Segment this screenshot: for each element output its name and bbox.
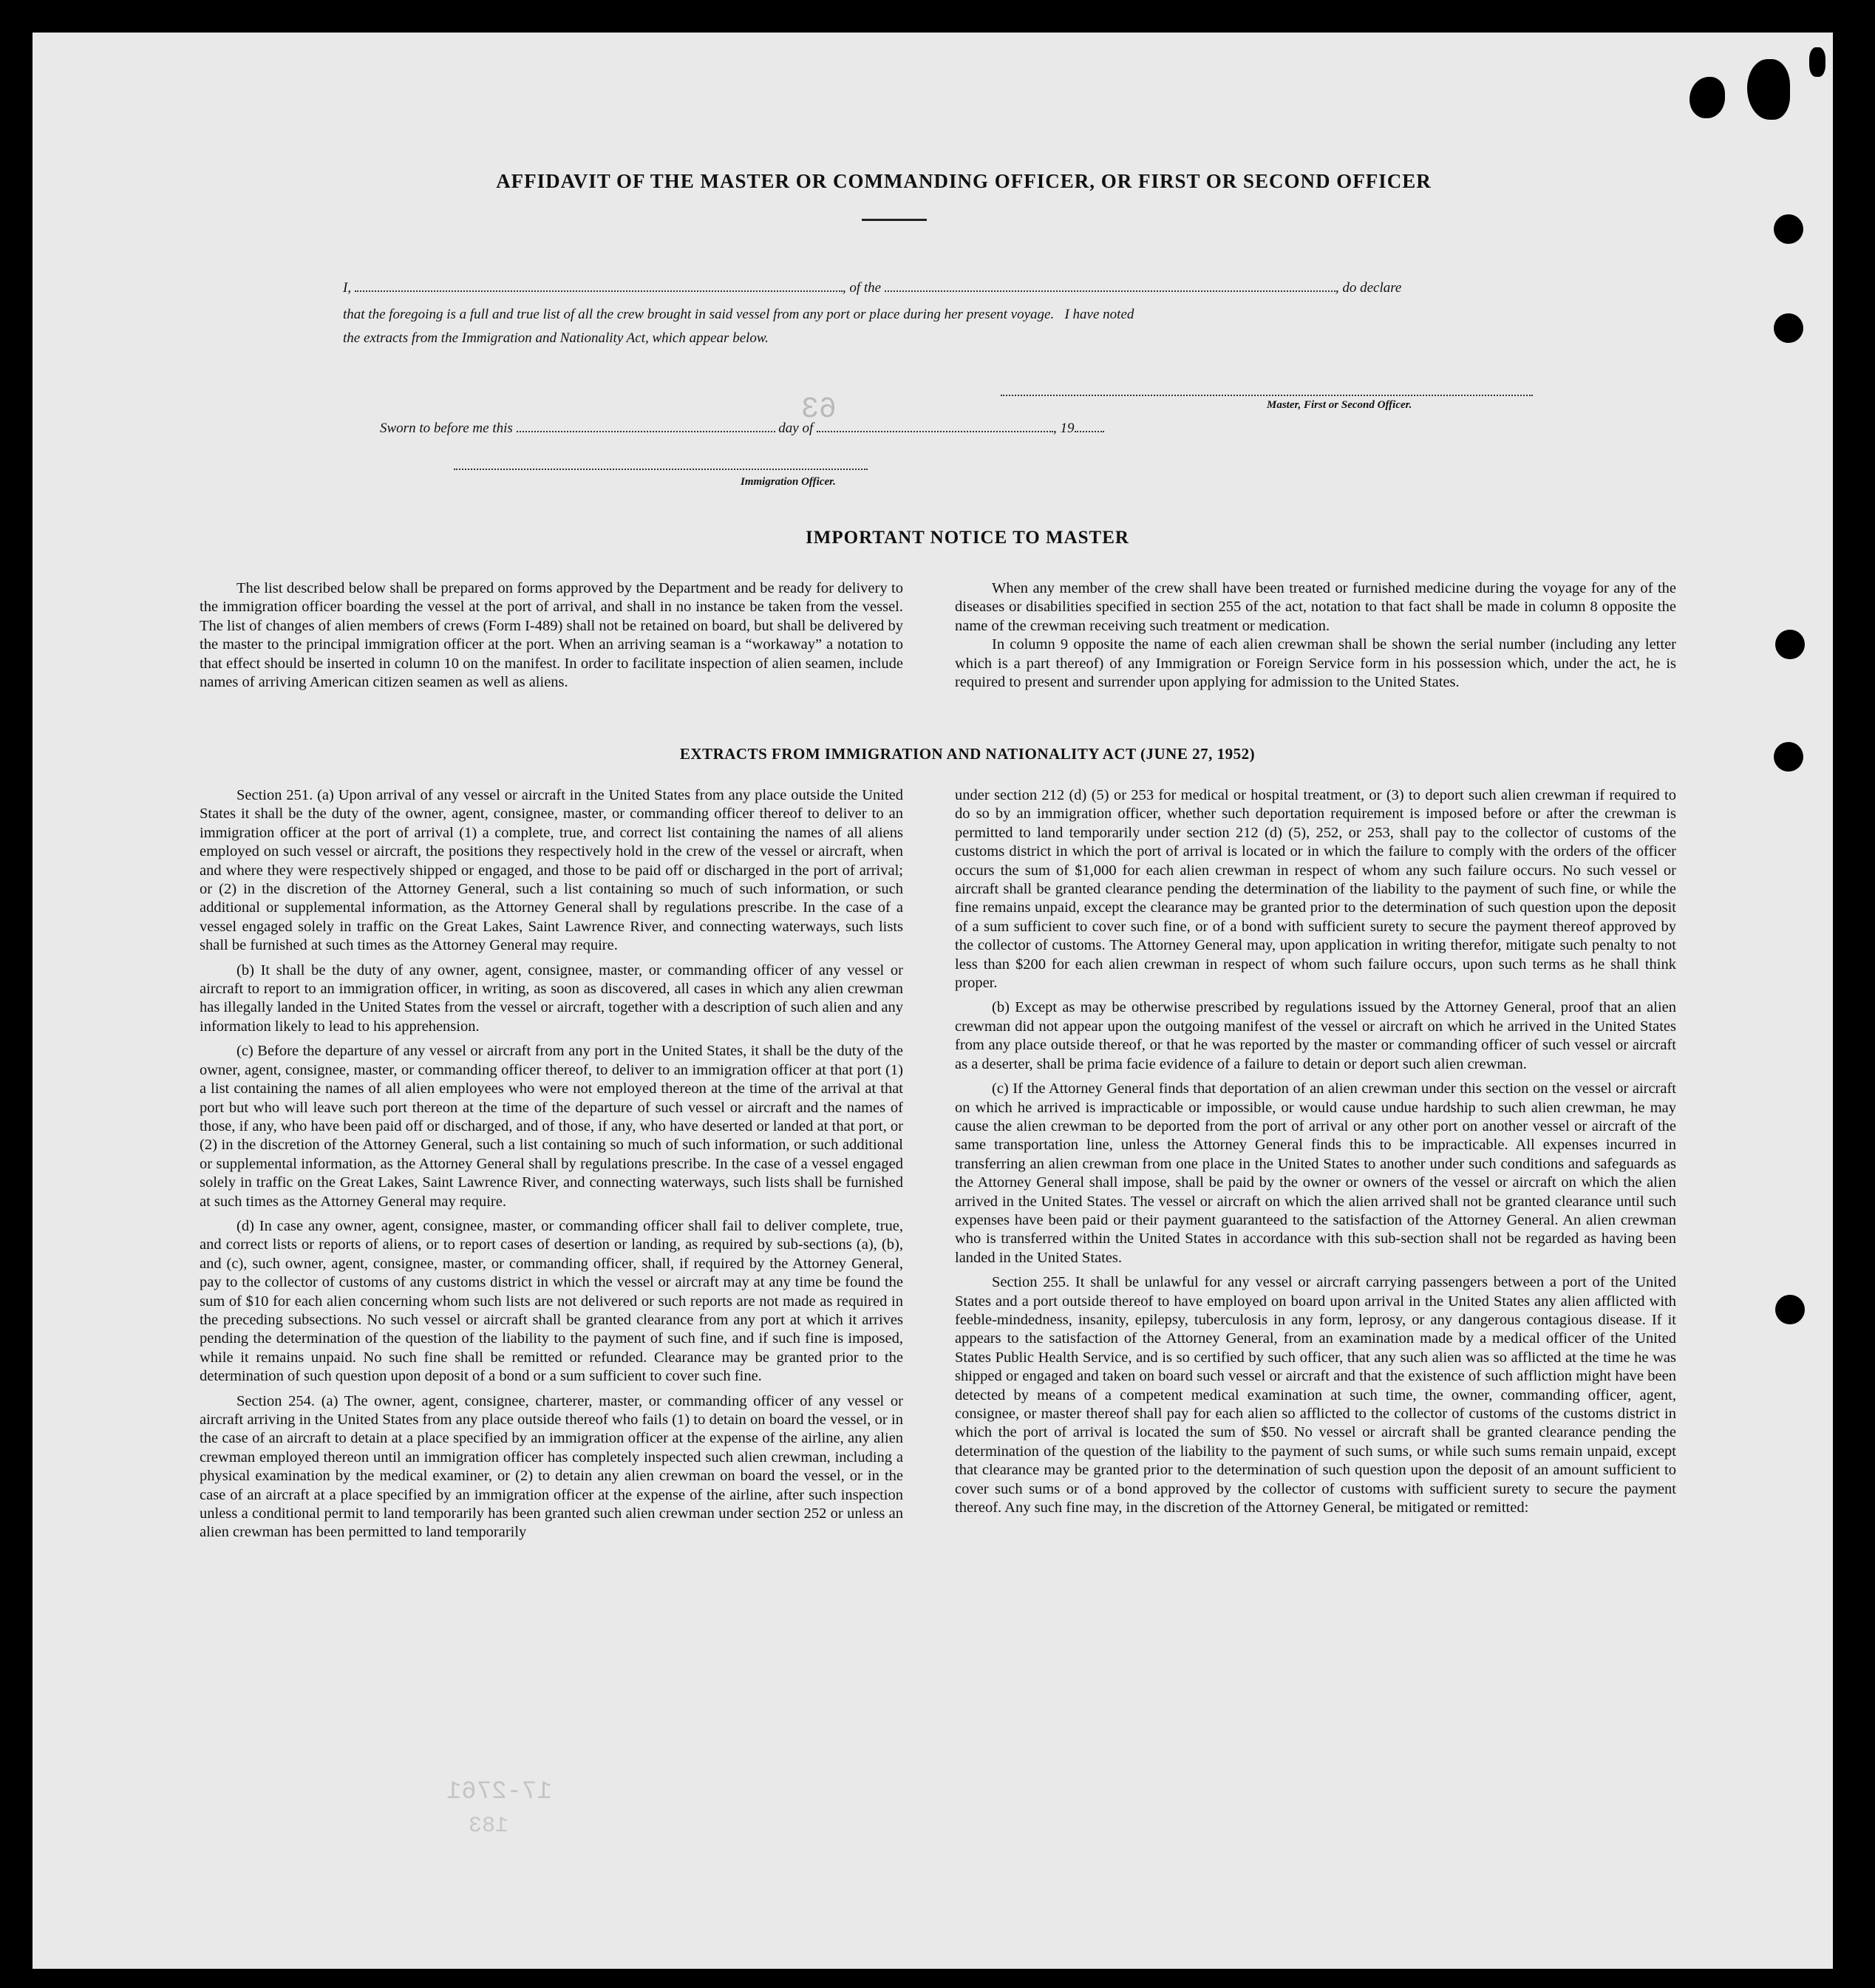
punch-hole (1775, 1295, 1805, 1324)
extracts-title: EXTRACTS FROM IMMIGRATION AND NATIONALITY ACT (JUNE 27, 1952) (679, 745, 1256, 763)
section-paragraph: (b) It shall be the duty of any owner, agent, consignee, master, or commanding officer of any vessel or aircraft to report to an immigration officer, in writing, as soon as discovered, all cases in which any alien crewman has illegally landed in the United States from the vessel or aircraft, together with a description of such alien and any information likely to lead to his apprehension. (200, 961, 903, 1035)
section-paragraph: Section 255. It shall be unlawful for any vessel or aircraft carrying passengers between a port of the United States and a port outside thereof to have employed on board upon arrival in the United States any alien afflicted with feeble-mindedness, insanity, epilepsy, tuberculosis in any form, leprosy, or any dangerous contagious disease. If it appears to the satisfaction of the Attorney General, from an examination made by a medical officer of the United States Public Health Service, and is so certified by such officer, that any such alien was so afflicted at the time he was shipped or engaged and taken on board such vessel or aircraft and that the existence of such affliction might have been detected by means of a competent medical examination at such time, the owner, commanding officer, agent, consignee, or master thereof shall pay for each alien so afflicted to the collector of customs of the customs district in which the port of arrival is located the sum of $50. No vessel or aircraft shall be granted clearance pending the determination of the question of the liability to the payment of such sums, or while such sums remain unpaid, except that clearance may be granted prior to the determination of such question upon the deposit of an amount sufficient to cover such sums or of a bond approved by the collector of customs with sufficient surety to secure the payment thereof. Any such fine may, in the discretion of the Attorney General, be mitigated or remitted: (955, 1274, 1676, 1516)
notice-right-column (955, 579, 1676, 692)
show-through-number: 183 (469, 1814, 509, 1839)
punch-hole (1774, 742, 1803, 772)
document-page (33, 33, 1833, 1969)
section-paragraph: (b) Except as may be otherwise prescribed by regulations issued by the Attorney General, proof that an alien crewman did not appear upon the outgoing manifest of the vessel or aircraft on which he arrived in the United States from any place outside thereof, or that he was reported by the master or commanding officer of such vessel or aircraft as a deserter, shall be prima facie evidence of a failure to detain or deport such alien crewman. (955, 999, 1676, 1072)
notice-paragraph: When any member of the crew shall have been treated or furnished medicine during the voyage for any of the diseases or disabilities specified in section 255 of the act, notation to that fact shall be made in column 8 opposite the name of the crewman receiving such treatment or medication. (955, 580, 1676, 634)
declaration-line-1 (343, 281, 1529, 295)
name-blank[interactable] (355, 282, 843, 292)
master-caption: Master, First or Second Officer. (1267, 399, 1412, 411)
notice-paragraph: The list described below shall be prepared on forms approved by the Department and be ready for delivery to the immigration officer boarding the vessel at the port of arrival, and shall in no instance be taken from the vessel. The list of changes of alien members of crews (Form I-489) shall not be retained on board, but shall be delivered by the master to the principal immigration officer at the port. When an arriving seaman is a “workaway” a notation to that effect should be inserted in column 10 on the manifest. In order to facilitate inspection of alien seamen, include names of arriving American citizen seamen as well as aliens. (200, 580, 903, 691)
declaration-line-2: that the foregoing is a full and true list of all the crew brought in said vessel from any port or place during her present voyage. I have noted (343, 307, 1134, 322)
section-paragraph: Section 251. (a) Upon arrival of any vessel or aircraft in the United States from any place outside the United States it shall be the duty of the owner, agent, consignee, master, or commanding officer thereof to deliver to an immigration officer at the port of arrival (1) a complete, true, and correct list containing the names of all aliens employed on such vessel or aircraft, the positions they respectively hold in the crew of the vessel or aircraft, when and where they were respectively shipped or engaged, and those to be paid off or discharged in the port of arrival; or (2) in the discretion of the Attorney General, such a list containing so much of such information, or such additional or supplemental information, as the Attorney General shall by regulations prescribe. In the case of a vessel engaged solely in traffic on the Great Lakes, Saint Lawrence River, and connecting waterways, such lists shall be furnished at such times as the Attorney General may require. (200, 787, 903, 954)
declaration-line-3: the extracts from the Immigration and Nationality Act, which appear below. (343, 330, 769, 346)
title-underline (862, 219, 927, 221)
torn-corner (1809, 47, 1825, 77)
sworn-month-blank[interactable] (817, 422, 1053, 432)
punch-hole (1774, 214, 1803, 244)
show-through-number: 63 (801, 393, 837, 426)
section-paragraph: (d) In case any owner, agent, consignee, master, or commanding officer shall fail to deliver complete, true, and correct lists or reports of aliens, or to report cases of desertion or landing, as required by sub-sections (a), (b), and (c), such owner, agent, consignee, master, or commanding officer, shall, if required by the Attorney General, pay to the collector of customs of any customs district in which the vessel or aircraft may at any time be found the sum of $10 for each alien concerning whom such lists are not delivered or such reports are not made as required in the preceding subsections. No such vessel or aircraft shall be granted clearance from any port at which it arrives pending the determination of the question of the liability to the payment of such fine, and if such fine is imposed, while it remains unpaid. No such fine shall be remitted or refunded. Clearance may be granted prior to the determination of such question upon deposit of a bond or a sum sufficient to cover such fine. (200, 1217, 903, 1385)
sworn-line (380, 421, 1566, 435)
do-declare-label: , do declare (1335, 280, 1402, 296)
vessel-blank[interactable] (885, 282, 1335, 292)
i-label: I, (343, 280, 352, 296)
of-the-label: , of the (842, 280, 882, 296)
show-through-number: 17-2761 (446, 1778, 552, 1806)
sworn-label: Sworn to before me this (380, 421, 513, 436)
affidavit-title: AFFIDAVIT OF THE MASTER OR COMMANDING OFFICER, OR FIRST OR SECOND OFFICER (496, 170, 1432, 192)
extracts-left-column (200, 786, 903, 1542)
punch-hole (1774, 313, 1803, 343)
section-paragraph: (c) If the Attorney General finds that deportation of an alien crewman under this section on the vessel or aircraft on which he arrived is impracticable or impossible, or would cause undue hardship to such alien crewman, he may cause the alien crewman to be deported from the port of arrival or any other port on another vessel or aircraft of the same transportation line, unless the Attorney General finds this to be impracticable. All expenses incurred in transferring an alien crewman from one place in the United States to another under such conditions and safeguards as the Attorney General shall impose, shall be paid by the owner or owners of the vessel or aircraft on which the alien arrived in the United States. The vessel or aircraft on which the alien arrived shall not be granted clearance until such expenses have been paid or their payment guaranteed to the satisfaction of the Attorney General. An alien crewman who is transferred within the United States in accordance with this sub-section shall not be regarded as having been landed in the United States. (955, 1080, 1676, 1266)
year-label: , 19 (1053, 421, 1075, 436)
notice-paragraph: In column 9 opposite the name of each alien crewman shall be shown the serial number (including any letter which is a part thereof) of any Immigration or Foreign Service form in his possession which, under the act, he is required to present and surrender upon applying for admission to the United States. (955, 636, 1676, 691)
immigration-officer-blank[interactable] (454, 460, 868, 470)
notice-title: IMPORTANT NOTICE TO MASTER (806, 528, 1129, 548)
sworn-year-blank[interactable] (1075, 422, 1104, 432)
section-paragraph: (c) Before the departure of any vessel or aircraft from any port in the United States, it shall be the duty of the owner, agent, consignee, master, or commanding officer thereof, to deliver to an immigration officer at that port (1) a list containing the names of all alien employees who were not employed thereon at the time of the arrival at that port but who will leave such port thereon at the time of the departure of such vessel or aircraft and the names of those, if any, who have been paid off or discharged, and of those, if any, who have deserted or landed at that port, or (2) in the discretion of the Attorney General, such a list containing so much of such information, or such additional or supplemental information, as the Attorney General shall by regulations prescribe. In the case of a vessel engaged solely in traffic on the Great Lakes, Saint Lawrence River, and connecting waterways, such lists shall be furnished at such times as the Attorney General may require. (200, 1043, 903, 1210)
extracts-right-column (955, 786, 1676, 1517)
punch-hole (1775, 630, 1805, 659)
immigration-officer-caption: Immigration Officer. (741, 476, 836, 488)
torn-corner (1747, 59, 1790, 120)
section-paragraph: under section 212 (d) (5) or 253 for medical or hospital treatment, or (3) to deport such alien crewman if required to do so by an immigration officer, whether such deportation requirement is imposed before or after the crewman is permitted to land temporarily under section 212 (d) (5), 252, or 253, shall pay to the collector of customs of the customs district in which the port of arrival is located or in which the failure to comply with the orders of the officer occurs the sum of $1,000 for each alien crewman in respect of whom any such failure occurs. No such vessel or aircraft shall be granted clearance pending the determination of the liability to the payment of such fine, or while the fine remains unpaid, except the clearance may be granted prior to the determination of such question upon the deposit of a sum sufficient to cover such fine, or of a bond with sufficient surety to secure the payment thereof approved by the collector of customs. The Attorney General may, upon application in writing therefor, mitigate such penalty to not less than $200 for each alien crewman in respect of whom such failure occurs, upon such terms as he shall think proper. (955, 787, 1676, 992)
torn-corner (1689, 77, 1725, 118)
master-signature-blank[interactable] (1001, 386, 1533, 396)
day-of-label: day of (778, 421, 814, 436)
notice-left-column (200, 579, 903, 692)
section-paragraph: Section 254. (a) The owner, agent, consignee, charterer, master, or commanding officer of any vessel or aircraft arriving in the United States from any place outside thereof who fails (1) to detain on board the vessel, or in the case of an aircraft to detain at a place specified by an immigration officer at the expense of the airline, any alien crewman employed thereon until an immigration officer has completely inspected such alien crewman, including a physical examination by the medical examiner, or (2) to detain any alien crewman on board the vessel, or in the case of an aircraft at a place specified by an immigration officer at the expense of the airline, after such inspection unless a conditional permit to land temporarily has been granted such alien crewman under section 252 or unless an alien crewman has been permitted to land temporarily (200, 1392, 903, 1541)
sworn-day-blank[interactable] (517, 422, 775, 432)
